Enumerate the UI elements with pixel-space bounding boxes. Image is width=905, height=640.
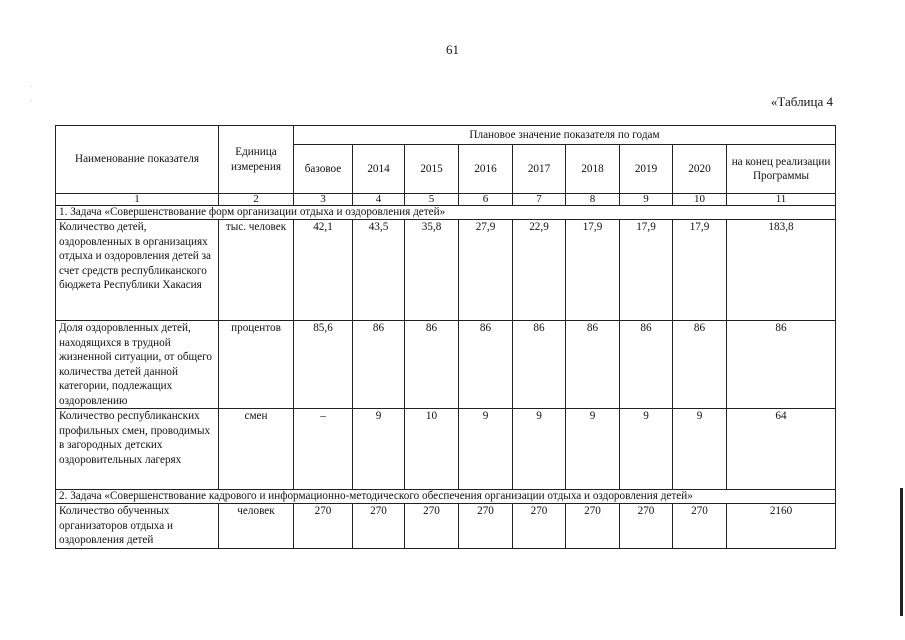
column-number: 5 [405,194,459,206]
value-cell: 22,9 [513,220,566,321]
value-cell: 9 [459,409,513,490]
value-cell: 86 [459,321,513,409]
value-cell: 270 [566,504,620,549]
indicator-unit: процентов [219,321,294,409]
value-cell: 17,9 [620,220,673,321]
value-cell: 183,8 [727,220,836,321]
indicator-unit: человек [219,504,294,549]
column-number: 8 [566,194,620,206]
page-number: 61 [446,42,459,57]
indicator-name: Количество республиканских профильных смен, проводимых в загородных детских оздоровительных лагерях [56,409,219,490]
value-cell: 86 [620,321,673,409]
value-cell: 270 [405,504,459,549]
header-name: Наименование показателя [56,126,219,194]
table-row [56,504,836,549]
column-number: 6 [459,194,513,206]
value-cell: 270 [353,504,405,549]
value-cell: – [294,409,353,490]
value-cell: 86 [727,321,836,409]
column-number-row [56,194,836,206]
value-cell: 17,9 [673,220,727,321]
value-cell: 86 [405,321,459,409]
value-cell: 85,6 [294,321,353,409]
header-year: 2019 [620,145,673,194]
table-caption: «Таблица 4 [770,94,833,109]
value-cell: 2160 [727,504,836,549]
column-number: 11 [727,194,836,206]
header-unit: Единица измерения [219,126,294,194]
column-number: 2 [219,194,294,206]
header-year: 2015 [405,145,459,194]
header-year: базовое [294,145,353,194]
header-year: 2018 [566,145,620,194]
header-year-final: на конец реализации Программы [727,145,836,194]
value-cell: 270 [513,504,566,549]
header-year: 2016 [459,145,513,194]
task-row-2 [56,490,836,504]
value-cell: 35,8 [405,220,459,321]
column-number: 10 [673,194,727,206]
value-cell: 10 [405,409,459,490]
header-year: 2014 [353,145,405,194]
value-cell: 9 [566,409,620,490]
value-cell: 42,1 [294,220,353,321]
value-cell: 43,5 [353,220,405,321]
value-cell: 27,9 [459,220,513,321]
scan-specks: · · [30,83,33,105]
table-row [56,409,836,490]
value-cell: 270 [673,504,727,549]
indicators-table [55,125,836,549]
scan-edge-mark [900,488,903,616]
value-cell: 270 [459,504,513,549]
task-row-1 [56,206,836,220]
value-cell: 86 [353,321,405,409]
indicator-name: Доля оздоровленных детей, находящихся в трудной жизненной ситуации, от общего количества детей данной категории, подлежащих оздоровлению [56,321,219,409]
task-title: 1. Задача «Совершенствование форм организации отдыха и оздоровления детей» [56,206,836,220]
column-number: 7 [513,194,566,206]
table-row [56,321,836,409]
value-cell: 9 [620,409,673,490]
value-cell: 86 [673,321,727,409]
indicator-name: Количество обученных организаторов отдыха и оздоровления детей [56,504,219,549]
value-cell: 86 [513,321,566,409]
column-number: 9 [620,194,673,206]
header-year: 2017 [513,145,566,194]
value-cell: 270 [294,504,353,549]
value-cell: 9 [673,409,727,490]
value-cell: 86 [566,321,620,409]
table-row [56,220,836,321]
indicator-name: Количество детей, оздоровленных в организациях отдыха и оздоровления детей за счет средств республиканского бюджета Республики Хакасия [56,220,219,321]
indicator-unit: тыс. человек [219,220,294,321]
value-cell: 9 [513,409,566,490]
header-row-1 [56,126,836,145]
value-cell: 17,9 [566,220,620,321]
header-year: 2020 [673,145,727,194]
column-number: 4 [353,194,405,206]
header-plan: Плановое значение показателя по годам [294,126,836,145]
column-number: 1 [56,194,219,206]
value-cell: 270 [620,504,673,549]
column-number: 3 [294,194,353,206]
value-cell: 64 [727,409,836,490]
value-cell: 9 [353,409,405,490]
task-title: 2. Задача «Совершенствование кадрового и информационно-методического обеспечения организации отдыха и оздоровления детей» [56,490,836,504]
indicator-unit: смен [219,409,294,490]
